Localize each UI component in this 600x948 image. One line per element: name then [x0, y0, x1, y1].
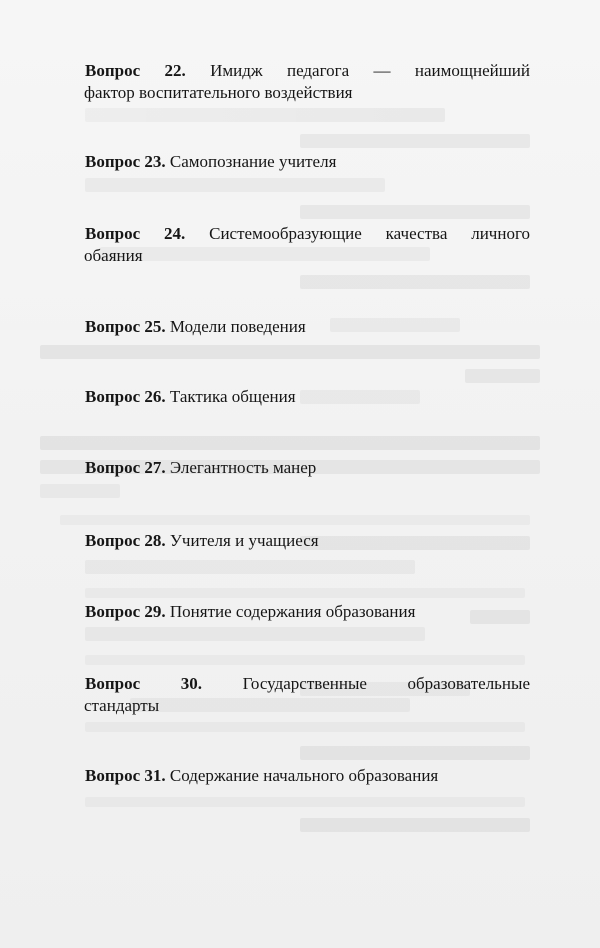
bleed-through-line	[85, 722, 525, 732]
bleed-through-line	[85, 627, 425, 641]
question-entry-25	[85, 316, 530, 338]
question-label: Вопрос 31.	[85, 766, 166, 785]
bleed-through-line	[60, 515, 530, 525]
question-label: Вопрос 26.	[85, 387, 166, 406]
bleed-through-line	[300, 205, 530, 219]
bleed-through-line	[85, 108, 445, 122]
question-label: Вопрос 29.	[85, 602, 166, 621]
question-title: Тактика общения	[169, 387, 296, 406]
bleed-through-line	[40, 436, 540, 450]
entry-line	[85, 223, 530, 245]
bleed-through-line	[40, 345, 540, 359]
question-title-continuation: фактор воспитательного воздействия	[84, 83, 353, 102]
question-entry-26	[85, 386, 530, 408]
question-entry-29	[85, 601, 530, 623]
question-label: Вопрос 25.	[85, 317, 166, 336]
question-title: Модели поведения	[169, 317, 306, 336]
question-entry-22	[85, 60, 530, 104]
question-label: Вопрос 27.	[85, 458, 166, 477]
question-label: Вопрос 22.	[85, 61, 186, 80]
question-label: Вопрос 23.	[85, 152, 166, 171]
bleed-through-line	[85, 797, 525, 807]
question-label: Вопрос 28.	[85, 531, 166, 550]
question-title: Самопознание учителя	[169, 152, 337, 171]
question-entry-23	[85, 151, 530, 173]
bleed-through-line	[465, 369, 540, 383]
question-label: Вопрос 24.	[85, 224, 186, 243]
question-entry-27	[85, 457, 530, 479]
question-entry-28	[85, 530, 530, 552]
question-title-continuation: обаяния	[84, 246, 143, 265]
question-title: Содержание начального образования	[169, 766, 439, 785]
question-entry-30	[85, 673, 530, 717]
question-label: Вопрос 30.	[85, 674, 202, 693]
bleed-through-line	[300, 818, 530, 832]
bleed-through-line	[85, 655, 525, 665]
bleed-through-line	[85, 560, 415, 574]
bleed-through-line	[300, 275, 530, 289]
bleed-through-line	[85, 588, 525, 598]
bleed-through-line	[85, 178, 385, 192]
entry-line	[85, 673, 530, 695]
question-title: Элегантность манер	[169, 458, 317, 477]
question-title-continuation: стандарты	[84, 696, 160, 715]
question-title: Государственные образовательные	[242, 674, 530, 693]
bleed-through-line	[300, 746, 530, 760]
question-title: Учителя и учащиеся	[169, 531, 319, 550]
bleed-through-line	[300, 134, 530, 148]
question-title: Системообразующие качества личного	[209, 224, 531, 243]
entry-line	[85, 60, 530, 82]
question-entry-24	[85, 223, 530, 267]
question-title: Имидж педагога — наимощнейший	[210, 61, 531, 80]
bleed-through-line	[40, 484, 120, 498]
question-entry-31	[85, 765, 530, 787]
question-title: Понятие содержания образования	[169, 602, 416, 621]
